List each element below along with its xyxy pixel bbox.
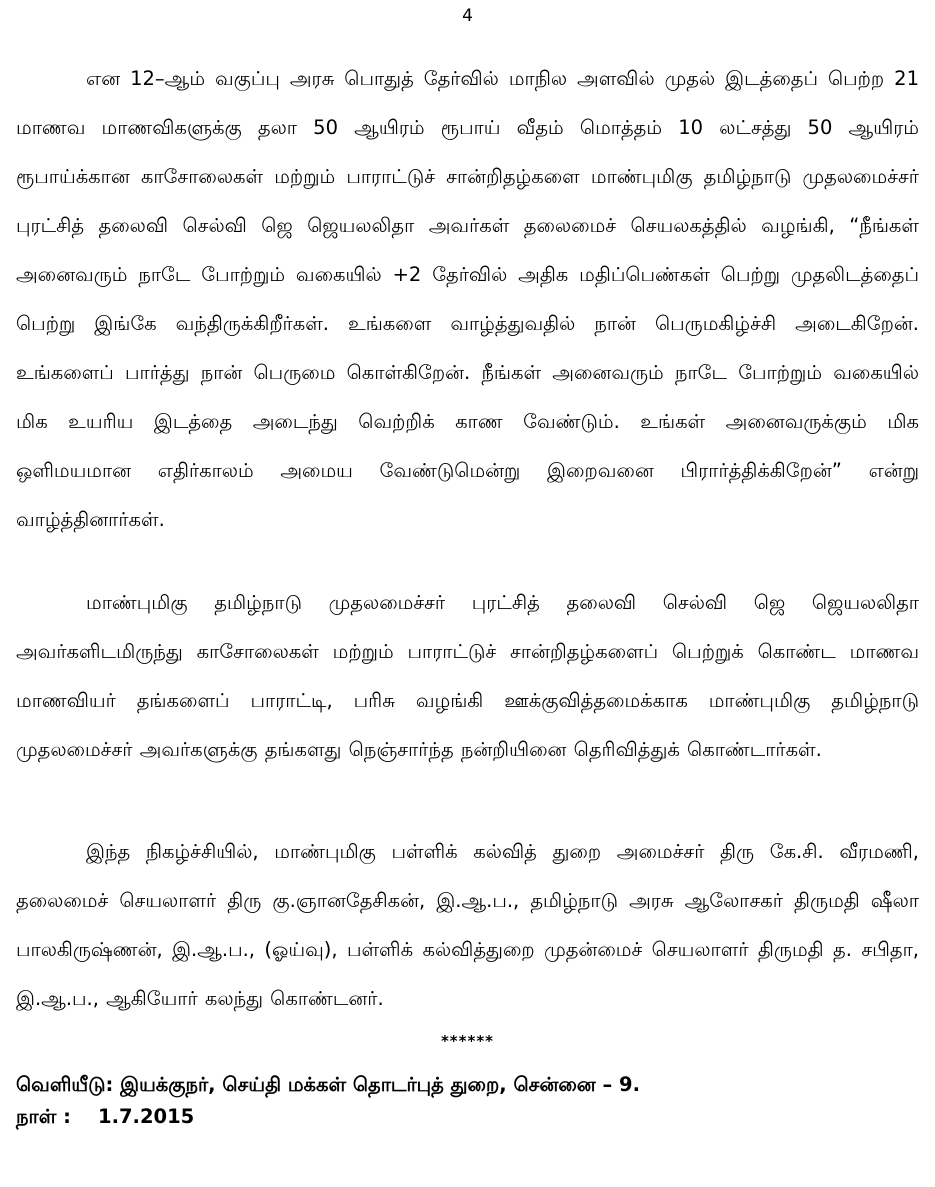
paragraph-attendees — [16, 827, 919, 1023]
paragraph-text: என 12–ஆம் வகுப்பு அரசு பொதுத் தேர்வில் மாநில அளவில் முதல் இடத்தைப் பெற்ற 21 மாணவ மாணவிகளுக்கு தலா 50 ஆயிரம் ரூபாய் வீதம் மொத்தம் 10 லட்சத்து 50 ஆயிரம் ரூபாய்க்கான காசோலைகள் மற்றும் பாராட்டுச் சான்றிதழ்களை மாண்புமிகு தமிழ்நாடு முதலமைச்சர் புரட்சித் தலைவி செல்வி ஜெ ஜெயலலிதா அவர்கள் தலைமைச் செயலகத்தில் வழங்கி, “நீங்கள் அனைவரும் நாடே போற்றும் வகையில் +2 தேர்வில் அதிக மதிப்பெண்கள் பெற்று முதலிடத்தைப் பெற்று இங்கே வந்திருக்கிறீர்கள். உங்களை வாழ்த்துவதில் நான் பெருமகிழ்ச்சி அடைகிறேன். உங்களைப் பார்த்து நான் பெருமை கொள்கிறேன். நீங்கள் அனைவரும் நாடே போற்றும் வகையில் மிக உயரிய இடத்தை அடைந்து வெற்றிக் காண வேண்டும். உங்கள் அனைவருக்கும் மிக ஒளிமயமான எதிர்காலம் அமைய வேண்டுமென்று இறைவனை பிரார்த்திக்கிறேன்” என்று வாழ்த்தினார்கள். — [16, 67, 919, 531]
paragraph-text: மாண்புமிகு தமிழ்நாடு முதலமைச்சர் புரட்சித் தலைவி செல்வி ஜெ ஜெயலலிதா அவர்களிடமிருந்து காசோலைகள் மற்றும் பாராட்டுச் சான்றிதழ்களைப் பெற்றுக் கொண்ட மாணவ மாணவியர் தங்களைப் பாராட்டி, பரிசு வழங்கி ஊக்குவித்தமைக்காக மாண்புமிகு தமிழ்நாடு முதலமைச்சர் அவர்களுக்கு தங்களது நெஞ்சார்ந்த நன்றியினை தெரிவித்துக் கொண்டார்கள். — [16, 591, 919, 761]
date-label: நாள் : — [16, 1105, 71, 1128]
paragraph-continuation — [16, 54, 919, 544]
release-line: வெளியீடு: இயக்குநர், செய்தி மக்கள் தொடர்புத் துறை, சென்னை – 9. — [16, 1073, 641, 1096]
paragraph-text: இந்த நிகழ்ச்சியில், மாண்புமிகு பள்ளிக் கல்வித் துறை அமைச்சர் திரு கே.சி. வீரமணி, தலைமைச் செயலாளர் திரு கு.ஞானதேசிகன், இ.ஆ.ப., தமிழ்நாடு அரசு ஆலோசகர் திருமதி ஷீலா பாலகிருஷ்ணன், இ.ஆ.ப., (ஓய்வு), பள்ளிக் கல்வித்துறை முதன்மைச் செயலாளர் திருமதி த. சபிதா, இ.ஆ.ப., ஆகியோர் கலந்து கொண்டனர். — [16, 840, 919, 1010]
paragraph-students-thanks — [16, 578, 919, 774]
section-separator: ****** — [440, 1032, 495, 1050]
date-value: 1.7.2015 — [98, 1105, 195, 1128]
page-number: 4 — [462, 6, 473, 26]
date-line — [16, 1105, 194, 1131]
